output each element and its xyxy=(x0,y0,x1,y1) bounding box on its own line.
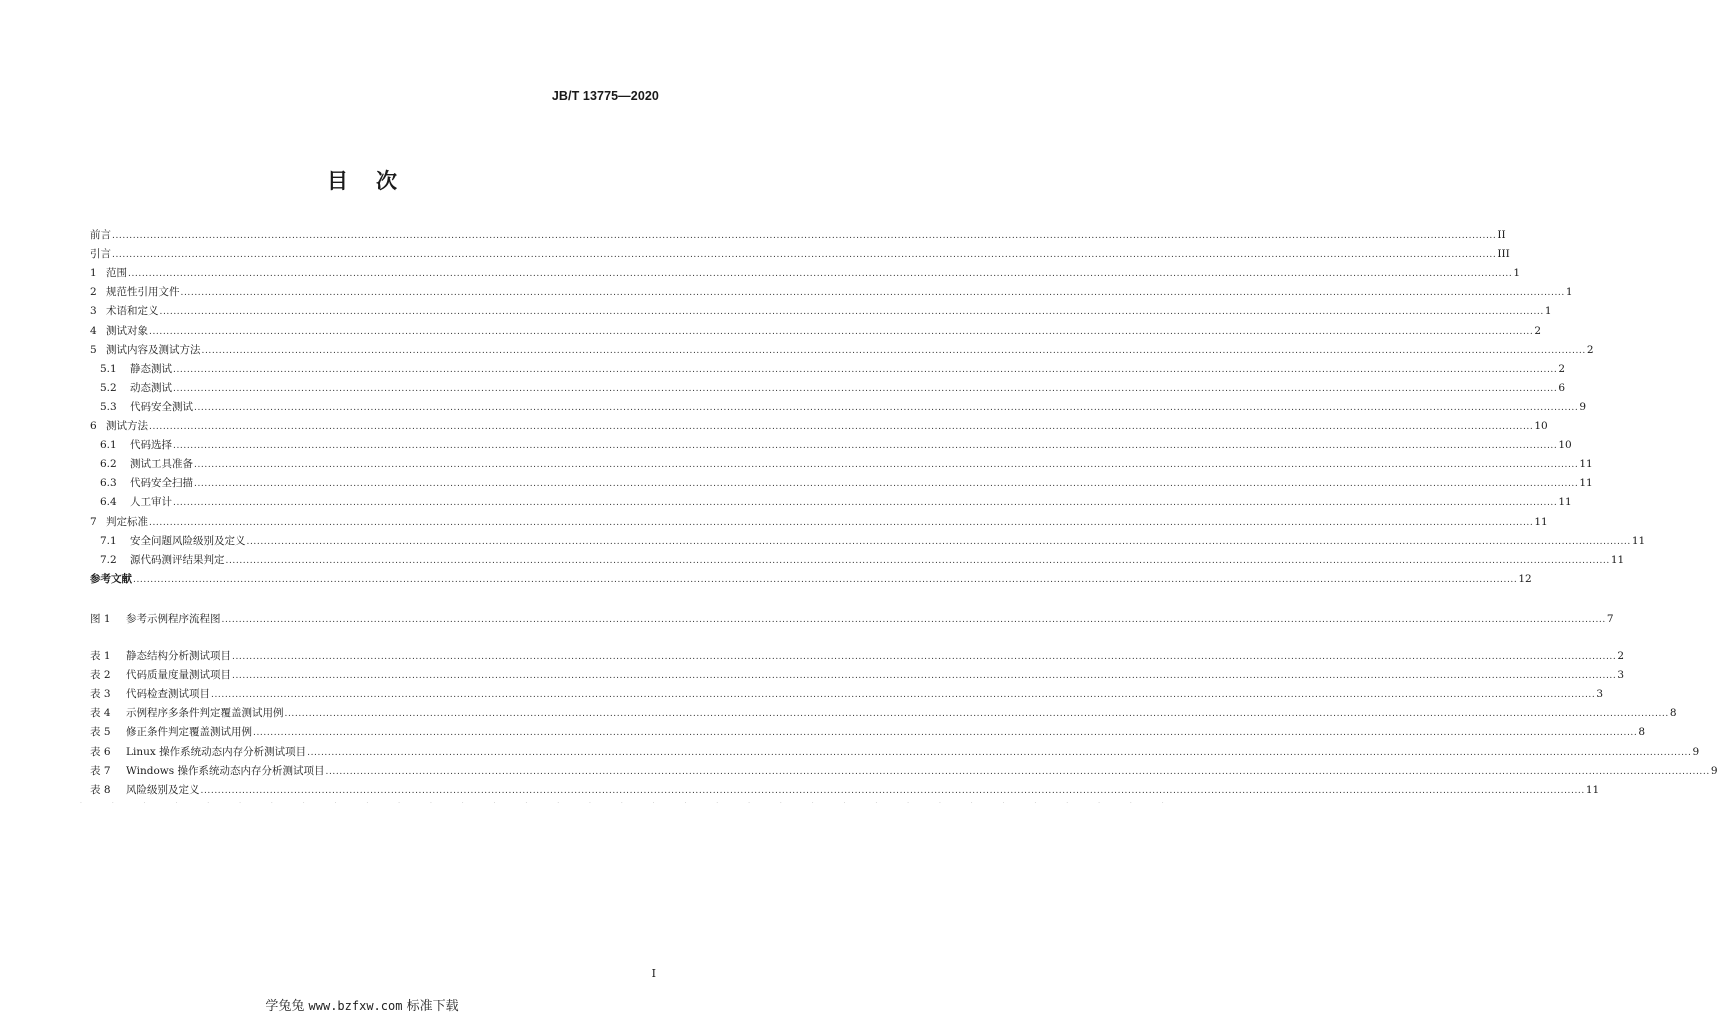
toc-entry-page: 9 xyxy=(1710,764,1718,777)
toc-entry-page: 2 xyxy=(1617,650,1625,662)
toc-entry-number: 表 7 xyxy=(90,764,111,777)
toc-leader-dots: ................................................................................................................................................................................................................................................................................................................................................................................................................ xyxy=(128,269,1513,280)
toc-entry-number: 6.3 xyxy=(100,477,117,490)
toc-entry-number: 6.4 xyxy=(100,496,117,509)
toc-entry-number: 1 xyxy=(90,267,97,280)
toc-leader-dots: ................................................................................................................................................................................................................................................................................................................................................................................................................ xyxy=(246,536,1631,547)
toc-leader-dots: ................................................................................................................................................................................................................................................................................................................................................................................................................ xyxy=(211,690,1596,701)
toc-leader-dots: ................................................................................................................................................................................................................................................................................................................................................................................................................ xyxy=(194,479,1579,490)
toc-entry-label: 代码安全测试 xyxy=(130,400,193,413)
toc-entry-label: 代码安全扫描 xyxy=(130,477,193,490)
watermark-prefix: 学兔兔 xyxy=(265,999,305,1014)
toc-entry-label: 测试工具准备 xyxy=(130,458,193,471)
toc-leader-dots: ................................................................................................................................................................................................................................................................................................................................................................................................................ xyxy=(225,555,1610,566)
toc-entry-label: 判定标准 xyxy=(106,515,148,528)
toc-entry-page: 6 xyxy=(1558,381,1566,394)
toc-entry-label: 规范性引用文件 xyxy=(106,286,180,299)
toc-leader-dots: ................................................................................................................................................................................................................................................................................................................................................................................................................ xyxy=(112,231,1497,241)
toc-entry-page: 11 xyxy=(1534,515,1548,528)
watermark xyxy=(0,995,724,1014)
toc-entry[interactable] xyxy=(90,264,1521,280)
toc-entry-label: 示例程序多条件判定覆盖测试用例 xyxy=(126,707,284,720)
toc-entry-label: 安全问题风险级别及定义 xyxy=(130,534,246,547)
toc-entry-label: 测试方法 xyxy=(106,420,148,432)
toc-entry[interactable] xyxy=(90,245,1510,261)
toc-entry-page: 11 xyxy=(1631,534,1646,547)
toc-entry-label: 测试对象 xyxy=(106,324,148,337)
toc-entry[interactable] xyxy=(90,226,1506,242)
toc-entry-number: 表 4 xyxy=(90,707,111,720)
table-of-contents xyxy=(90,226,1646,590)
toc-entry-page: 7 xyxy=(1606,613,1614,625)
toc-entry-label: Windows 操作系统动态内存分析测试项目 xyxy=(126,764,325,777)
toc-leader-dots: ................................................................................................................................................................................................................................................................................................................................................................................................................ xyxy=(112,250,1497,261)
toc-entry-number: 表 1 xyxy=(90,650,111,662)
toc-entry-page: 1 xyxy=(1565,286,1573,299)
watermark-suffix: 标准下载 xyxy=(406,999,459,1014)
page-number: I xyxy=(651,967,656,980)
toc-entry-number: 2 xyxy=(90,286,97,299)
toc-entry-page: 9 xyxy=(1692,745,1700,758)
toc-entry-page: 10 xyxy=(1534,420,1548,432)
toc-leader-dots: ................................................................................................................................................................................................................................................................................................................................................................................................................ xyxy=(194,402,1579,413)
toc-entry[interactable] xyxy=(90,532,1646,548)
toc-entry[interactable] xyxy=(90,360,1566,376)
toc-entry-label: 范围 xyxy=(106,267,127,280)
toc-leader-dots: ................................................................................................................................................................................................................................................................................................................................................................................................................ xyxy=(232,671,1617,682)
toc-entry-page: 11 xyxy=(1558,496,1572,509)
toc-entry[interactable] xyxy=(90,474,1593,490)
toc-entry-page: 1 xyxy=(1544,305,1552,318)
table-entry[interactable] xyxy=(90,743,1700,759)
toc-entry[interactable] xyxy=(90,513,1548,529)
toc-entry-page: 2 xyxy=(1534,324,1542,337)
toc-entry-number: 表 6 xyxy=(90,745,111,758)
list-of-tables xyxy=(90,647,1718,807)
toc-entry-label: 静态测试 xyxy=(130,362,172,375)
toc-entry-page: 12 xyxy=(1518,572,1532,585)
table-entry[interactable] xyxy=(90,704,1677,720)
toc-entry-label: 引言 xyxy=(90,248,111,261)
table-entry[interactable] xyxy=(90,781,1600,797)
toc-leader-dots: ................................................................................................................................................................................................................................................................................................................................................................................................................ xyxy=(173,383,1558,394)
toc-leader-dots: ................................................................................................................................................................................................................................................................................................................................................................................................................ xyxy=(307,747,1692,758)
toc-entry-page: 11 xyxy=(1585,783,1600,796)
toc-entry-label: 人工审计 xyxy=(130,496,172,509)
table-entry[interactable] xyxy=(90,666,1625,682)
toc-leader-dots: ................................................................................................................................................................................................................................................................................................................................................................................................................ xyxy=(133,574,1518,585)
toc-leader-dots: ................................................................................................................................................................................................................................................................................................................................................................................................................ xyxy=(284,709,1669,720)
toc-entry-number: 6 xyxy=(90,420,97,432)
table-entry[interactable] xyxy=(90,723,1646,739)
toc-entry[interactable] xyxy=(90,398,1587,414)
toc-entry-label: 代码检查测试项目 xyxy=(126,688,210,701)
figure-entry[interactable] xyxy=(90,610,1614,626)
toc-entry-label: 参考文献 xyxy=(90,572,132,585)
toc-entry-number: 表 3 xyxy=(90,688,111,701)
toc-entry[interactable] xyxy=(90,455,1593,471)
toc-entry-number: 7.1 xyxy=(100,534,117,547)
toc-entry-label: 代码质量度量测试项目 xyxy=(126,669,231,682)
toc-entry-page: 3 xyxy=(1617,669,1625,682)
toc-entry-page: 3 xyxy=(1596,688,1604,701)
toc-entry-page: 2 xyxy=(1558,362,1566,375)
toc-entry[interactable] xyxy=(90,551,1625,567)
toc-leader-dots: ................................................................................................................................................................................................................................................................................................................................................................................................................ xyxy=(159,307,1544,318)
toc-entry-label: 代码选择 xyxy=(130,439,172,452)
toc-entry-page: II xyxy=(1497,229,1506,241)
toc-entry[interactable] xyxy=(90,302,1552,318)
toc-leader-dots: ................................................................................................................................................................................................................................................................................................................................................................................................................ xyxy=(149,422,1534,432)
toc-leader-dots: ................................................................................................................................................................................................................................................................................................................................................................................................................ xyxy=(221,615,1606,625)
list-of-figures xyxy=(90,610,1614,630)
toc-leader-dots: ................................................................................................................................................................................................................................................................................................................................................................................................................ xyxy=(194,460,1579,471)
table-entry[interactable] xyxy=(90,762,1718,778)
toc-entry-number: 5.1 xyxy=(100,362,117,375)
toc-entry-number: 5.3 xyxy=(100,400,117,413)
table-entry[interactable] xyxy=(90,685,1604,701)
watermark-url[interactable]: www.bzfxw.com xyxy=(308,999,403,1013)
toc-entry-number: 5 xyxy=(90,343,97,356)
toc-entry-number: 4 xyxy=(90,324,97,337)
toc-leader-dots: ................................................................................................................................................................................................................................................................................................................................................................................................................ xyxy=(173,364,1558,375)
toc-entry-page: III xyxy=(1497,248,1510,261)
toc-entry-number: 5.2 xyxy=(100,381,117,394)
toc-entry-label: 修正条件判定覆盖测试用例 xyxy=(126,726,252,739)
toc-leader-dots: ................................................................................................................................................................................................................................................................................................................................................................................................................ xyxy=(232,652,1617,662)
toc-leader-dots: ................................................................................................................................................................................................................................................................................................................................................................................................................ xyxy=(325,766,1710,777)
toc-entry[interactable] xyxy=(90,436,1572,452)
toc-entry-number: 图 1 xyxy=(90,613,111,625)
toc-leader-dots: ................................................................................................................................................................................................................................................................................................................................................................................................................ xyxy=(173,498,1558,509)
toc-entry[interactable] xyxy=(90,493,1572,509)
toc-entry-page: 11 xyxy=(1579,458,1593,471)
toc-leader-dots: ................................................................................................................................................................................................................................................................................................................................................................................................................ xyxy=(200,785,1585,796)
toc-entry-page: 11 xyxy=(1579,477,1593,490)
toc-entry[interactable] xyxy=(90,341,1594,357)
toc-entry-label: Linux 操作系统动态内存分析测试项目 xyxy=(126,745,307,758)
toc-entry-label: 前言 xyxy=(90,229,111,241)
page-title: 目次 xyxy=(327,169,425,193)
toc-entry-label: 风险级别及定义 xyxy=(126,783,200,796)
toc-entry[interactable] xyxy=(90,322,1542,338)
toc-entry-number: 3 xyxy=(90,305,97,318)
toc-entry-number: 6.1 xyxy=(100,439,117,452)
toc-entry-number: 表 5 xyxy=(90,726,111,739)
toc-leader-dots: ................................................................................................................................................................................................................................................................................................................................................................................................................ xyxy=(149,326,1534,337)
toc-entry[interactable] xyxy=(90,570,1532,586)
toc-entry-number: 7 xyxy=(90,515,97,528)
toc-entry[interactable] xyxy=(90,283,1573,299)
toc-entry-page: 8 xyxy=(1638,726,1646,739)
toc-entry[interactable] xyxy=(90,379,1566,395)
toc-entry-number: 7.2 xyxy=(100,553,117,566)
toc-entry-page: 9 xyxy=(1579,400,1587,413)
toc-entry[interactable] xyxy=(90,417,1548,433)
toc-entry-label: 源代码测评结果判定 xyxy=(130,553,225,566)
toc-entry-label: 动态测试 xyxy=(130,381,172,394)
table-entry[interactable] xyxy=(90,647,1625,663)
toc-entry-label: 术语和定义 xyxy=(106,305,159,318)
toc-entry-number: 表 2 xyxy=(90,669,111,682)
toc-entry-page: 2 xyxy=(1586,343,1594,356)
toc-entry-page: 10 xyxy=(1558,439,1572,452)
toc-entry-number: 表 8 xyxy=(90,783,111,796)
toc-entry-label: 静态结构分析测试项目 xyxy=(126,650,231,662)
toc-entry-page: 8 xyxy=(1669,707,1677,720)
toc-leader-dots: ................................................................................................................................................................................................................................................................................................................................................................................................................ xyxy=(149,517,1534,528)
scan-artifact: · · · · · · · · · · · · · · · · · · · · · · · · · · · · · · · · · · · xyxy=(80,800,1178,807)
toc-entry-label: 测试内容及测试方法 xyxy=(106,343,201,356)
toc-entry-label: 参考示例程序流程图 xyxy=(126,613,221,625)
toc-entry-page: 11 xyxy=(1610,553,1625,566)
toc-entry-page: 1 xyxy=(1513,267,1521,280)
toc-entry-number: 6.2 xyxy=(100,458,117,471)
toc-leader-dots: ................................................................................................................................................................................................................................................................................................................................................................................................................ xyxy=(253,728,1638,739)
toc-leader-dots: ................................................................................................................................................................................................................................................................................................................................................................................................................ xyxy=(173,441,1558,452)
toc-leader-dots: ................................................................................................................................................................................................................................................................................................................................................................................................................ xyxy=(180,288,1565,299)
standard-code: JB/T 13775—2020 xyxy=(551,89,659,103)
toc-leader-dots: ................................................................................................................................................................................................................................................................................................................................................................................................................ xyxy=(201,345,1586,356)
